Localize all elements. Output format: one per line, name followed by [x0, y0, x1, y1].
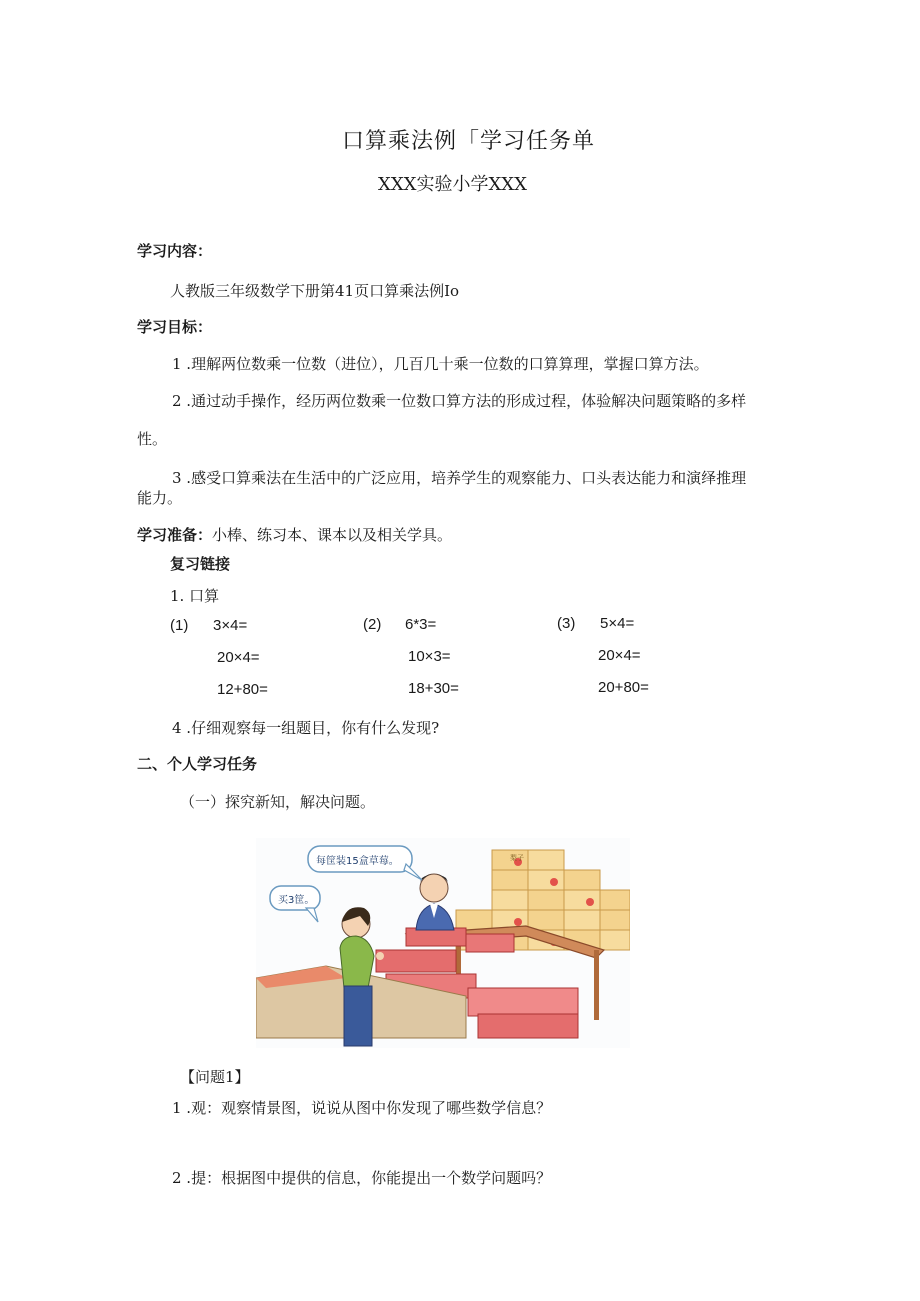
review-subheading: 1. 口算 [170, 587, 220, 605]
group-number: (2) [363, 616, 382, 633]
prep-text: 小棒、练习本、课本以及相关学具。 [212, 526, 453, 544]
market-scene-svg [256, 838, 630, 1048]
goals-label: 学习目标： [137, 318, 213, 336]
group-number: (3) [557, 615, 576, 632]
bubble-right-text: 每筐装15盒草莓。 [316, 856, 399, 867]
content-text: 人教版三年级数学下册第41页口算乘法例Io [170, 282, 460, 300]
goal-item: 3 .感受口算乘法在生活中的广泛应用，培养学生的观察能力、口头表达能力和演绎推理 [172, 469, 747, 487]
prep-row [137, 524, 452, 545]
seller-figure [416, 874, 454, 930]
calc-item: 20×4= [217, 649, 260, 666]
calc-item: 6*3= [405, 616, 437, 633]
review-heading: 复习链接 [170, 555, 231, 573]
problem-label: 【问题1】 [180, 1068, 250, 1086]
review-question: 4 .仔细观察每一组题目，你有什么发现? [172, 719, 440, 737]
goal-item: 1 .理解两位数乘一位数（进位），几百几十乘一位数的口算算理，掌握口算方法。 [172, 355, 709, 373]
calc-item: 5×4= [600, 615, 635, 632]
calc-item: 3×4= [213, 617, 248, 634]
content-label: 学习内容： [137, 242, 213, 260]
calc-item: 18+30= [408, 680, 459, 697]
school-name: XXX实验小学XXX [378, 174, 527, 195]
problem-question: 1 .观：观察情景图，说说从图中你发现了哪些数学信息？ [172, 1099, 552, 1117]
strawberry-market-illustration [256, 838, 630, 1048]
calc-item: 20×4= [598, 647, 641, 664]
goal-item: 2 .通过动手操作，经历两位数乘一位数口算方法的形成过程，体验解决问题策略的多样 [172, 392, 747, 410]
stall-post [594, 950, 599, 1020]
task-subheading: （一）探究新知，解决问题。 [180, 793, 376, 811]
calc-item: 10×3= [408, 648, 451, 665]
goal-item-continued: 性。 [137, 430, 168, 448]
prep-label: 学习准备： [137, 526, 213, 544]
box-label: 梨子 [510, 854, 524, 862]
document-title: 口算乘法例「学习任务单 [342, 129, 596, 154]
bubble-left-text: 买3筐。 [278, 895, 315, 906]
goal-item-continued: 能力。 [137, 489, 183, 507]
calc-item: 20+80= [598, 679, 649, 696]
problem-question: 2 .提：根据图中提供的信息，你能提出一个数学问题吗？ [172, 1169, 552, 1187]
task-heading: 二、个人学习任务 [137, 755, 258, 773]
group-number: (1) [170, 617, 189, 634]
calc-item: 12+80= [217, 681, 268, 698]
